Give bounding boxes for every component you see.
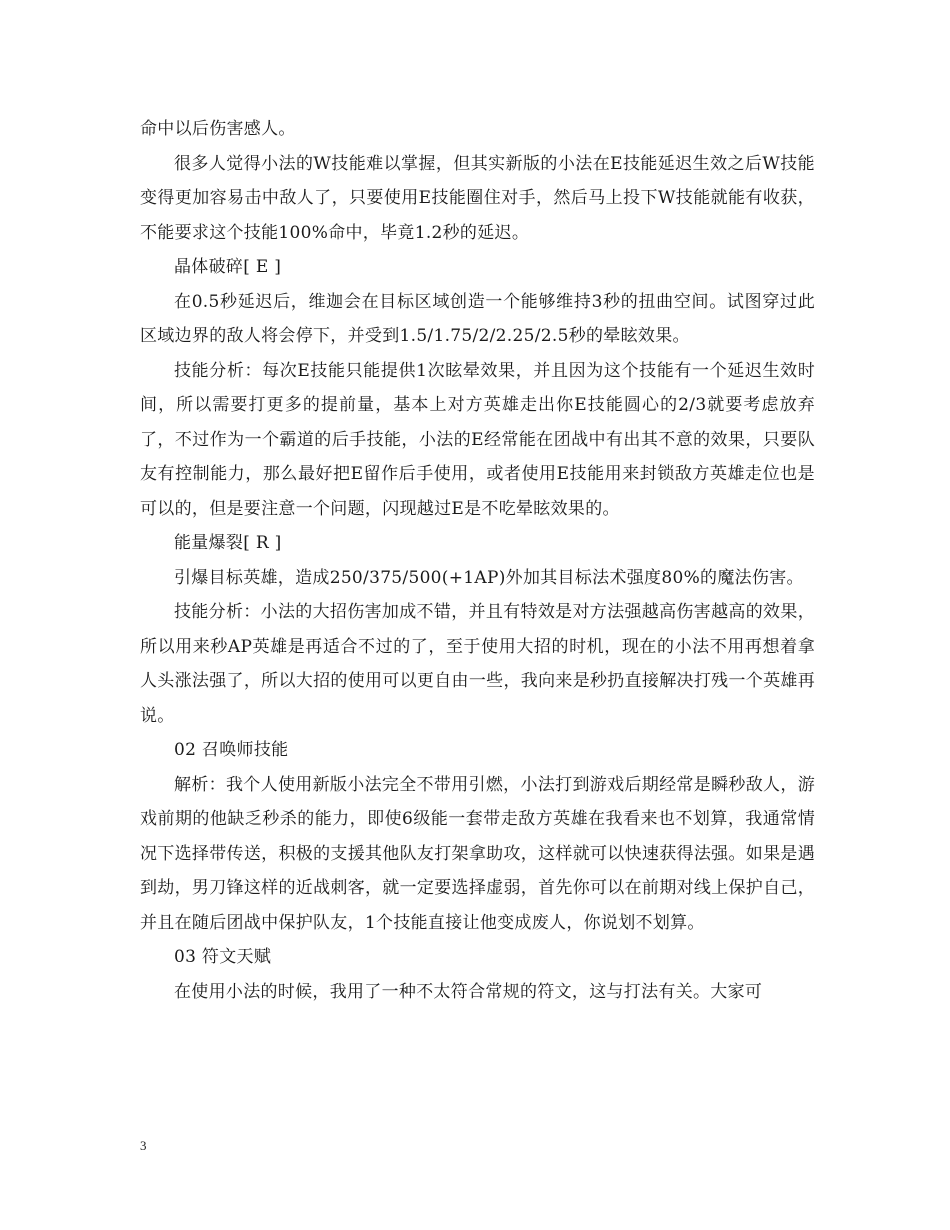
heading-energy-burst-r: 能量爆裂[ R ] bbox=[174, 533, 282, 553]
paragraph-e-skill-analysis: 技能分析：每次E技能只能提供1次眩晕效果，并且因为这个技能有一个延迟生效时间，所以需要打更多的提前量，基本上对方英雄走出你E技能圆心的2/3就要考虑放弃了，不过作为一个霸道的后手技能，小法的E经常能在团战中有出其不意的效果，只要队友有控制能力，那么最好把E留作后手使用，或者使用E技能用来封锁敌方英雄走位也是可以的，但是要注意一个问题，闪现越过E是不吃晕眩效果的。 bbox=[140, 360, 815, 519]
paragraph-r-skill-analysis: 技能分析：小法的大招伤害加成不错，并且有特效是对方法强越高伤害越高的效果，所以用来秒AP英雄是再适合不过的了，至于使用大招的时机，现在的小法不用再想着拿人头涨法强了，所以大招的使用可以更自由一些，我向来是秒扔直接解决打残一个英雄再说。 bbox=[140, 602, 815, 726]
page-content bbox=[140, 112, 815, 1009]
paragraph-w-skill-tips: 很多人觉得小法的W技能难以掌握，但其实新版的小法在E技能延迟生效之后W技能变得更加容易击中敌人了，只要使用E技能圈住对手，然后马上投下W技能就能有收获，不能要求这个技能100%命中，毕竟1.2秒的延迟。 bbox=[140, 153, 815, 243]
heading-runes-talents: 03 符文天赋 bbox=[174, 947, 272, 967]
heading-crystal-shatter-e: 晶体破碎[ E ] bbox=[174, 257, 282, 277]
heading-summoner-spells: 02 召唤师技能 bbox=[174, 740, 289, 760]
paragraph-continuation: 命中以后伤害感人。 bbox=[140, 119, 296, 139]
paragraph-summoner-analysis: 解析：我个人使用新版小法完全不带用引燃，小法打到游戏后期经常是瞬秒敌人，游戏前期的他缺乏秒杀的能力，即使6级能一套带走敌方英雄在我看来也不划算，我通常情况下选择带传送，积极的支援其他队友打架拿助攻，这样就可以快速获得法强。如果是遇到劫，男刀锋这样的近战刺客，就一定要选择虚弱，首先你可以在前期对线上保护自己，并且在随后团战中保护队友，1个技能直接让他变成废人，你说划不划算。 bbox=[140, 774, 815, 933]
paragraph-runes-intro: 在使用小法的时候，我用了一种不太符合常规的符文，这与打法有关。大家可 bbox=[174, 981, 763, 1002]
paragraph-e-skill-description: 在0.5秒延迟后，维迦会在目标区域创造一个能够维持3秒的扭曲空间。试图穿过此区域边界的敌人将会停下，并受到1.5/1.75/2/2.25/2.5秒的晕眩效果。 bbox=[140, 291, 815, 346]
paragraph-r-skill-description: 引爆目标英雄，造成250/375/500(+1AP)外加其目标法术强度80%的魔法伤害。 bbox=[174, 567, 804, 588]
page-number: 3 bbox=[140, 1138, 147, 1153]
